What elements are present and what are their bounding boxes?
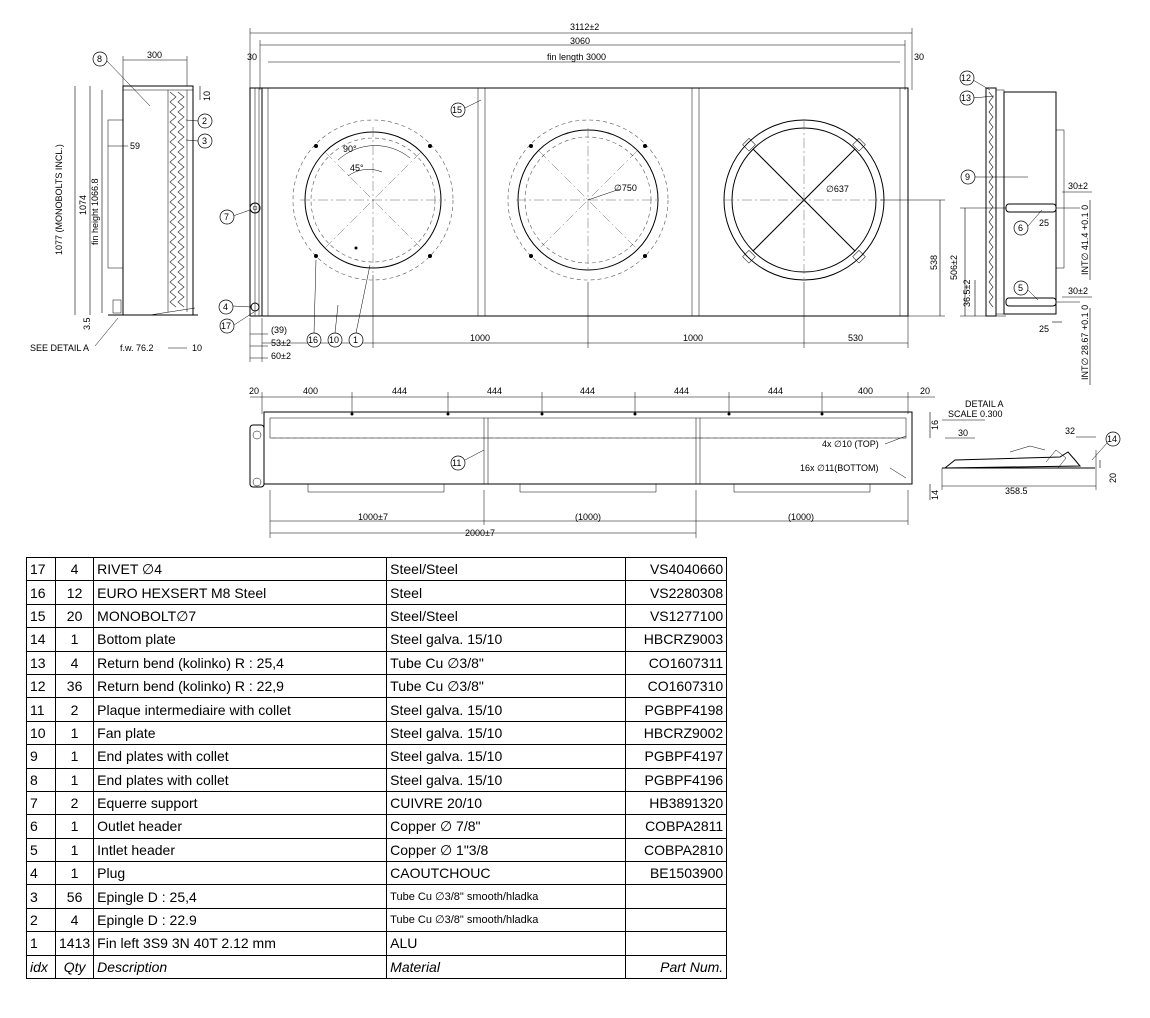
bom-desc: Return bend (kolinko) R : 25,4 — [94, 651, 387, 674]
bom-idx: 10 — [27, 721, 56, 744]
fan-2 — [508, 120, 668, 280]
int-inlet-dia: INT∅ 28.67 +0.1 0 — [1080, 304, 1090, 380]
bom-part: BE1503900 — [626, 862, 727, 885]
bom-desc: MONOBOLT∅7 — [94, 604, 387, 627]
detail-dim-20: 20 — [1108, 472, 1118, 483]
bom-idx: 8 — [27, 768, 56, 791]
bom-idx: 13 — [27, 651, 56, 674]
balloon-16: 16 — [308, 335, 319, 345]
bom-material: Steel galva. 15/10 — [387, 745, 626, 768]
bom-idx: 16 — [27, 581, 56, 604]
top-dim-14: 14 — [930, 489, 940, 500]
bom-part — [626, 885, 727, 908]
balloon-7: 7 — [224, 212, 230, 222]
bom-idx: 6 — [27, 815, 56, 838]
bom-part: PGBPF4198 — [626, 698, 727, 721]
bom-material: CAOUTCHOUC — [387, 862, 626, 885]
holes-bottom-note: 16x ∅11(BOTTOM) — [800, 463, 879, 473]
top-dim-444-b: 444 — [487, 386, 503, 396]
bom-material: Tube Cu ∅3/8" — [387, 651, 626, 674]
bom-idx: 4 — [27, 862, 56, 885]
dim-fw: f.w. 76.2 — [120, 343, 154, 353]
bom-header-material: Material — [387, 955, 626, 978]
top-dim-400-b: 400 — [858, 386, 874, 396]
balloon-17: 17 — [221, 321, 232, 331]
bom-material: Steel galva. 15/10 — [387, 721, 626, 744]
balloon-11: 11 — [452, 458, 462, 468]
balloon-5: 5 — [1018, 283, 1024, 293]
bom-row — [27, 885, 727, 908]
bom-row — [27, 908, 727, 931]
bom-qty: 1 — [56, 838, 94, 861]
coil-hatch — [168, 90, 187, 312]
bom-desc: Outlet header — [94, 815, 387, 838]
top-dim-400-a: 400 — [303, 386, 319, 396]
bom-desc: Plug — [94, 862, 387, 885]
dim-506: 506±2 — [949, 255, 959, 280]
bom-header-row — [27, 955, 727, 978]
dim-total-height: 1077 (MONOBOLTS INCL.) — [54, 144, 64, 255]
dim-1000-b: 1000 — [683, 333, 704, 343]
dim-25-b: 25 — [1039, 324, 1050, 334]
angle-90: 90° — [343, 144, 357, 154]
balloon-9: 9 — [965, 172, 971, 182]
bom-desc: Intlet header — [94, 838, 387, 861]
bom-part: COBPA2811 — [626, 815, 727, 838]
bom-qty: 1 — [56, 721, 94, 744]
bom-qty: 56 — [56, 885, 94, 908]
fan-diameter: ∅750 — [614, 183, 637, 193]
bom-material: Steel galva. 15/10 — [387, 698, 626, 721]
bom-desc: Return bend (kolinko) R : 22,9 — [94, 674, 387, 697]
dim-53: 53±2 — [271, 338, 291, 348]
balloon-13: 13 — [961, 93, 972, 103]
dim-1000-a: 1000 — [470, 333, 491, 343]
bom-desc: End plates with collet — [94, 745, 387, 768]
bom-idx: 3 — [27, 885, 56, 908]
bom-desc: Fan plate — [94, 721, 387, 744]
bom-header-desc: Description — [94, 955, 387, 978]
bom-part: HBCRZ9003 — [626, 628, 727, 651]
bom-qty: 12 — [56, 581, 94, 604]
bom-material: Steel galva. 15/10 — [387, 768, 626, 791]
dim-36-5: 36.5±2 — [962, 279, 972, 307]
bom-material: Copper ∅ 1"3/8 — [387, 838, 626, 861]
balloon-12: 12 — [961, 73, 972, 83]
bom-row — [27, 815, 727, 838]
bom-part — [626, 932, 727, 955]
front-view — [250, 88, 945, 362]
right-side-view — [949, 88, 1092, 385]
detail-dim-358: 358.5 — [1005, 486, 1028, 496]
bottom-dim-1000: 1000±7 — [358, 512, 388, 522]
see-detail-label: SEE DETAIL A — [30, 343, 90, 353]
bom-qty: 36 — [56, 674, 94, 697]
dim-end-right: 30 — [914, 52, 925, 62]
bom-row — [27, 745, 727, 768]
bom-part: PGBPF4197 — [626, 745, 727, 768]
bom-part: VS4040660 — [626, 558, 727, 581]
bom-desc: RIVET ∅4 — [94, 558, 387, 581]
bom-idx: 12 — [27, 674, 56, 697]
bom-qty: 4 — [56, 651, 94, 674]
bom-desc: Equerre support — [94, 791, 387, 814]
bom-row — [27, 768, 727, 791]
detail-dim-30: 30 — [958, 428, 969, 438]
holes-top-note: 4x ∅10 (TOP) — [822, 439, 879, 449]
bom-desc: End plates with collet — [94, 768, 387, 791]
detail-scale: SCALE 0.300 — [948, 409, 1003, 419]
guard-diameter: ∅637 — [826, 184, 849, 194]
balloon-15: 15 — [452, 105, 463, 115]
dim-side-10: 10 — [192, 343, 203, 353]
balloon-14: 14 — [1107, 434, 1118, 444]
bom-qty: 4 — [56, 558, 94, 581]
bom-material: ALU — [387, 932, 626, 955]
top-dim-444-a: 444 — [392, 386, 408, 396]
bom-material: Steel galva. 15/10 — [387, 628, 626, 651]
bom-qty: 2 — [56, 698, 94, 721]
dim-fin-length: fin length 3000 — [547, 52, 607, 62]
bom-material: CUIVRE 20/10 — [387, 791, 626, 814]
bill-of-materials — [26, 557, 727, 979]
bom-row — [27, 628, 727, 651]
dim-fin-height: fin height 1066.8 — [90, 178, 100, 245]
bom-part: HB3891320 — [626, 791, 727, 814]
bom-qty: 1 — [56, 815, 94, 838]
balloon-8: 8 — [97, 54, 103, 64]
bom-row — [27, 721, 727, 744]
bom-material: Tube Cu ∅3/8" smooth/hladka — [387, 908, 626, 931]
bom-row — [27, 862, 727, 885]
bom-idx: 7 — [27, 791, 56, 814]
balloon-3: 3 — [202, 136, 208, 146]
balloon-10: 10 — [329, 335, 340, 345]
bom-qty: 2 — [56, 791, 94, 814]
detail-dim-32: 32 — [1065, 426, 1076, 436]
bom-desc: Bottom plate — [94, 628, 387, 651]
bom-idx: 5 — [27, 838, 56, 861]
bom-qty: 1 — [56, 628, 94, 651]
dim-60: 60±2 — [271, 351, 291, 361]
fan-3 — [724, 120, 884, 280]
front-top-dimensions — [247, 22, 924, 90]
bom-idx: 1 — [27, 932, 56, 955]
dim-length: 3060 — [570, 36, 591, 46]
bottom-dim-2000: 2000±7 — [465, 528, 495, 538]
bom-material: Copper ∅ 7/8" — [387, 815, 626, 838]
fan-1 — [293, 120, 453, 280]
bom-desc: Epingle D : 25,4 — [94, 885, 387, 908]
dim-25-a: 25 — [1039, 218, 1050, 228]
bom-material: Tube Cu ∅3/8" smooth/hladka — [387, 885, 626, 908]
bom-idx: 2 — [27, 908, 56, 931]
bom-qty: 4 — [56, 908, 94, 931]
top-dim-20-b: 20 — [920, 386, 931, 396]
int-outlet-dia: INT∅ 41.4 +0.1 0 — [1080, 204, 1090, 275]
bom-idx: 17 — [27, 558, 56, 581]
bom-material: Steel/Steel — [387, 604, 626, 627]
bom-row — [27, 651, 727, 674]
bom-row — [27, 674, 727, 697]
bom-desc: Plaque intermediaire with collet — [94, 698, 387, 721]
bom-idx: 15 — [27, 604, 56, 627]
bom-material: Steel — [387, 581, 626, 604]
dim-bottom-3-5: 3.5 — [82, 317, 92, 330]
bom-desc: Epingle D : 22.9 — [94, 908, 387, 931]
dim-530: 530 — [848, 333, 864, 343]
bom-idx: 11 — [27, 698, 56, 721]
bom-part: PGBPF4196 — [626, 768, 727, 791]
dim-side-width: 300 — [147, 50, 163, 60]
dim-top-gap: 10 — [202, 90, 212, 101]
bom-part: CO1607311 — [626, 651, 727, 674]
balloon-4: 4 — [223, 302, 229, 312]
detail-title: DETAIL A — [965, 399, 1004, 409]
bom-material: Tube Cu ∅3/8" — [387, 674, 626, 697]
bom-idx: 14 — [27, 628, 56, 651]
top-dim-16: 16 — [930, 419, 940, 430]
detail-a — [942, 399, 1118, 496]
balloon-1: 1 — [353, 335, 359, 345]
dim-rail: 59 — [130, 141, 141, 151]
bom-part: COBPA2810 — [626, 838, 727, 861]
bom-idx: 9 — [27, 745, 56, 768]
bom-row — [27, 604, 727, 627]
angle-45: 45° — [350, 163, 364, 173]
bom-desc: EURO HEXSERT M8 Steel — [94, 581, 387, 604]
balloon-6: 6 — [1018, 223, 1024, 233]
bom-header-idx: idx — [27, 955, 56, 978]
dim-overall: 3112±2 — [570, 22, 600, 32]
dim-538: 538 — [929, 254, 939, 270]
top-dim-444-d: 444 — [674, 386, 690, 396]
bom-header-part: Part Num. — [626, 955, 727, 978]
bom-qty: 20 — [56, 604, 94, 627]
top-view — [249, 386, 940, 538]
bom-part: VS2280308 — [626, 581, 727, 604]
bom-qty: 1 — [56, 745, 94, 768]
dim-height: 1074 — [78, 194, 88, 215]
bom-desc: Fin left 3S9 3N 40T 2.12 mm — [94, 932, 387, 955]
bom-row — [27, 932, 727, 955]
bottom-dim-1000-p2: (1000) — [788, 512, 815, 522]
dim-30-b: 30±2 — [1068, 286, 1088, 296]
top-dim-444-e: 444 — [768, 386, 784, 396]
bom-part: HBCRZ9002 — [626, 721, 727, 744]
bom-part: CO1607310 — [626, 674, 727, 697]
dim-30-a: 30±2 — [1068, 181, 1088, 191]
bom-row — [27, 698, 727, 721]
bom-part: VS1277100 — [626, 604, 727, 627]
bom-qty: 1413 — [56, 932, 94, 955]
bottom-dim-1000-p1: (1000) — [575, 512, 602, 522]
bom-row — [27, 558, 727, 581]
dim-39: (39) — [271, 325, 288, 335]
left-side-view — [30, 50, 212, 353]
bom-qty: 1 — [56, 768, 94, 791]
top-dim-444-c: 444 — [580, 386, 596, 396]
top-dim-20-a: 20 — [249, 386, 260, 396]
bom-row — [27, 838, 727, 861]
balloon-2: 2 — [202, 116, 208, 126]
bom-material: Steel/Steel — [387, 558, 626, 581]
bom-row — [27, 581, 727, 604]
bom-part — [626, 908, 727, 931]
dim-end-left: 30 — [247, 52, 258, 62]
bom-row — [27, 791, 727, 814]
bom-qty: 1 — [56, 862, 94, 885]
bom-header-qty: Qty — [56, 955, 94, 978]
